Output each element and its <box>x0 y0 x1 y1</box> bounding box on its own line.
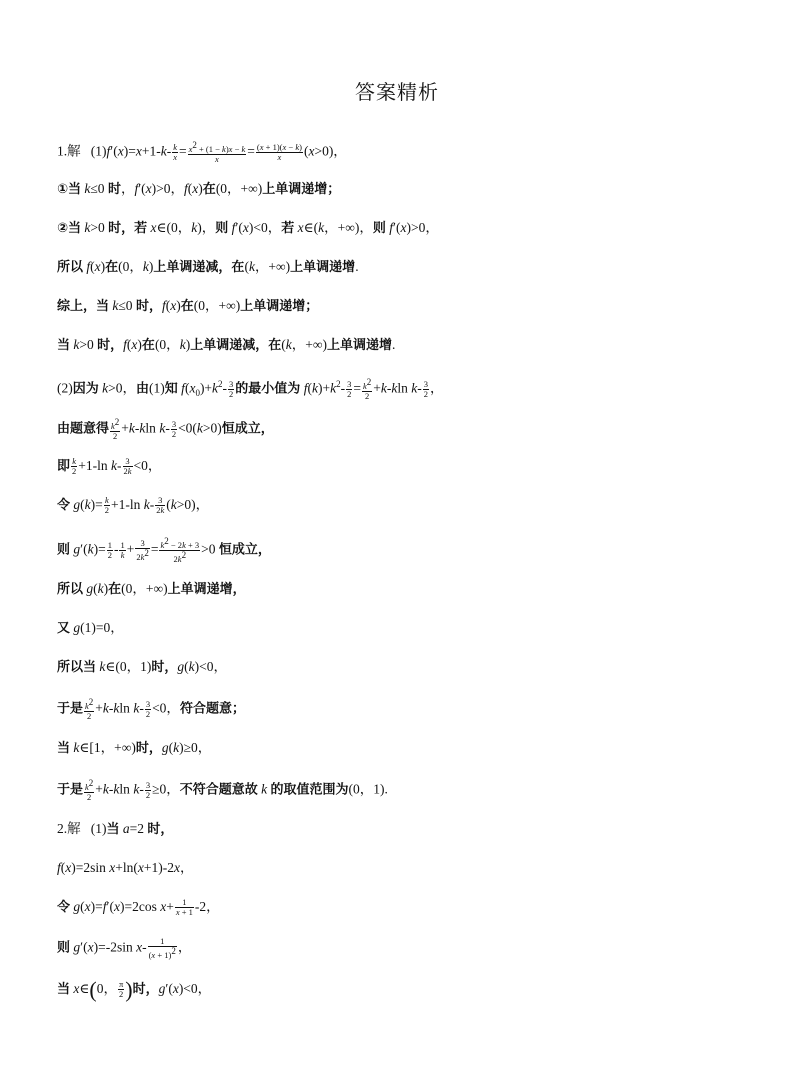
q1-line-2: ①当 k≤0 时，f′(x)>0，f(x)在(0，+∞)上单调递增； <box>57 181 341 197</box>
q1-line-1: 1.解 (1)f′(x)=x+1-k- $\frac{k}{x}$ = $\frac{x^2 + (1 - k)x - k}{x}$ = $\frac{(x + 1)(x - k)}{x}$ (x>0)， <box>57 140 347 164</box>
q1-line-14: 所以当 k∈(0，1)时，g(k)<0， <box>57 659 227 675</box>
q1-line-11: 则 g′(k)= $\frac{1}{2}$ - $\frac{1}{k}$ + $\frac{3}{2k^2}$ = $\frac{k^2 - 2k + 3}{2k^2}$ >0 恒成立， <box>57 536 271 564</box>
q1-line-17: 于是 $\frac{k^2}{2}$ +k-kln k- $\frac{3}{2}$ ≥0，不符合题意故 k 的取值范围为(0，1). <box>57 778 388 802</box>
q1-line-8: 由题意得 $\frac{k^2}{2}$ +k-kln k- $\frac{3}{2}$ <0(k>0)恒成立， <box>57 417 274 441</box>
q2-label: 2.解 <box>57 821 81 836</box>
q1-line-12: 所以 g(k)在(0，+∞)上单调递增， <box>57 581 246 597</box>
q2-line-4: 则 g′(x)=-2sin x- $\frac{1}{(x + 1)^2}$ ， <box>57 936 192 960</box>
page-title: 答案精析 <box>355 80 439 104</box>
q1-line-3: ②当 k>0 时，若 x∈(0，k)，则 f′(x)<0，若 x∈(k，+∞)，则 f′(x)>0， <box>57 220 439 236</box>
q1-line-6: 当 k>0 时，f(x)在(0，k)上单调递减，在(k，+∞)上单调递增. <box>57 337 396 353</box>
q2-line-2: f(x)=2sin x+ln(x+1)-2x， <box>57 860 194 875</box>
q1-line-4: 所以 f(x)在(0，k)上单调递减，在(k，+∞)上单调递增. <box>57 259 359 275</box>
q1-line-5: 综上，当 k≤0 时，f(x)在(0，+∞)上单调递增； <box>57 298 319 314</box>
q1-label: 1.解 <box>57 143 81 159</box>
q1-line-15: 于是 $\frac{k^2}{2}$ +k-kln k- $\frac{3}{2}$ <0，符合题意； <box>57 697 245 721</box>
q1-line-16: 当 k∈[1，+∞)时，g(k)≥0， <box>57 740 212 756</box>
q2-line-3: 令 g(x)=f′(x)=2cos x+ $\frac{1}{x + 1}$ -2， <box>57 897 220 918</box>
q2-line-1: 2.解 (1)当 a=2 时， <box>57 821 174 837</box>
q2-line-5: 当 x∈(0， $\frac{\pi}{2}$ )时，g′(x)<0， <box>57 976 212 1002</box>
q1-line-7: (2)因为 k>0，由(1)知 $f(x_0)+k^2-$ $\frac{3}{2}$ 的最小值为 $f(k)+k^2-$ $\frac{3}{2}$ = $\frac{k^2}{2}$ +k-kln k- $\frac{3}{2}$ ， <box>57 376 444 401</box>
q1-line-10: 令 g(k)= $\frac{k}{2}$ +1-ln k- $\frac{3}{2k}$ (k>0)， <box>57 495 210 516</box>
q1-line-9: 即 $\frac{k}{2}$ +1-ln k- $\frac{3}{2k}$ <0， <box>57 456 162 477</box>
q1-line-13: 又 g(1)=0， <box>57 620 124 636</box>
